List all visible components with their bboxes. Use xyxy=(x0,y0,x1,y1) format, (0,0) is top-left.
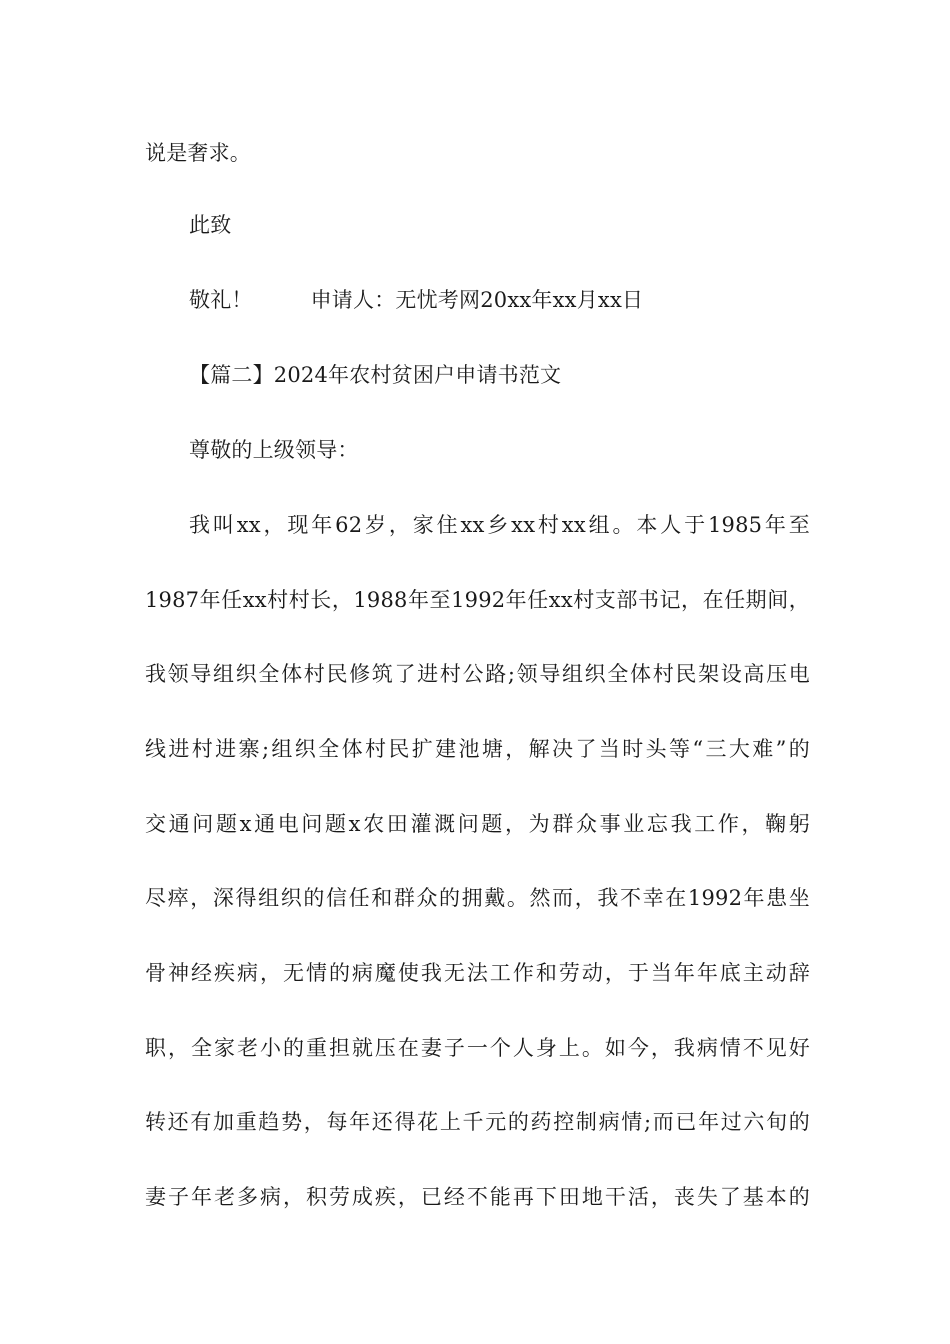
paragraph-line: 我领导组织全体村民修筑了进村公路;领导组织全体村民架设高压电 xyxy=(145,662,810,686)
paragraph-line: 1987年任xx村村长，1988年至1992年任xx村支部书记，在任期间， xyxy=(145,588,810,612)
paragraph-line: 尽瘁，深得组织的信任和群众的拥戴。然而，我不幸在1992年患坐 xyxy=(145,886,810,910)
paragraph-line: 转还有加重趋势，每年还得花上千元的药控制病情;而已年过六旬的 xyxy=(145,1110,810,1134)
paragraph-line: 我叫xx，现年62岁，家住xx乡xx村xx组。本人于1985年至 xyxy=(189,513,810,537)
paragraph-line: 职，全家老小的重担就压在妻子一个人身上。如今，我病情不见好 xyxy=(145,1036,810,1060)
paragraph-line: 线进村进寨;组织全体村民扩建池塘，解决了当时头等“三大难”的 xyxy=(145,737,810,761)
letter-greeting: 尊敬的上级领导： xyxy=(189,438,359,462)
closing-respect: 敬礼！ xyxy=(189,288,253,312)
closing-line xyxy=(189,286,810,314)
paragraph-line: 骨神经疾病，无情的病魔使我无法工作和劳动，于当年年底主动辞 xyxy=(145,961,810,985)
closing-salutation: 此致 xyxy=(189,213,232,237)
signature-line: 申请人：无忧考网20xx年xx月xx日 xyxy=(310,288,644,312)
paragraph-line: 说是奢求。 xyxy=(145,141,251,165)
section-heading: 【篇二】2024年农村贫困户申请书范文 xyxy=(189,363,562,387)
paragraph-line: 交通问题x通电问题x农田灌溉问题，为群众事业忘我工作，鞠躬 xyxy=(145,812,810,836)
paragraph-line: 妻子年老多病，积劳成疾，已经不能再下田地干活，丧失了基本的 xyxy=(145,1185,810,1209)
